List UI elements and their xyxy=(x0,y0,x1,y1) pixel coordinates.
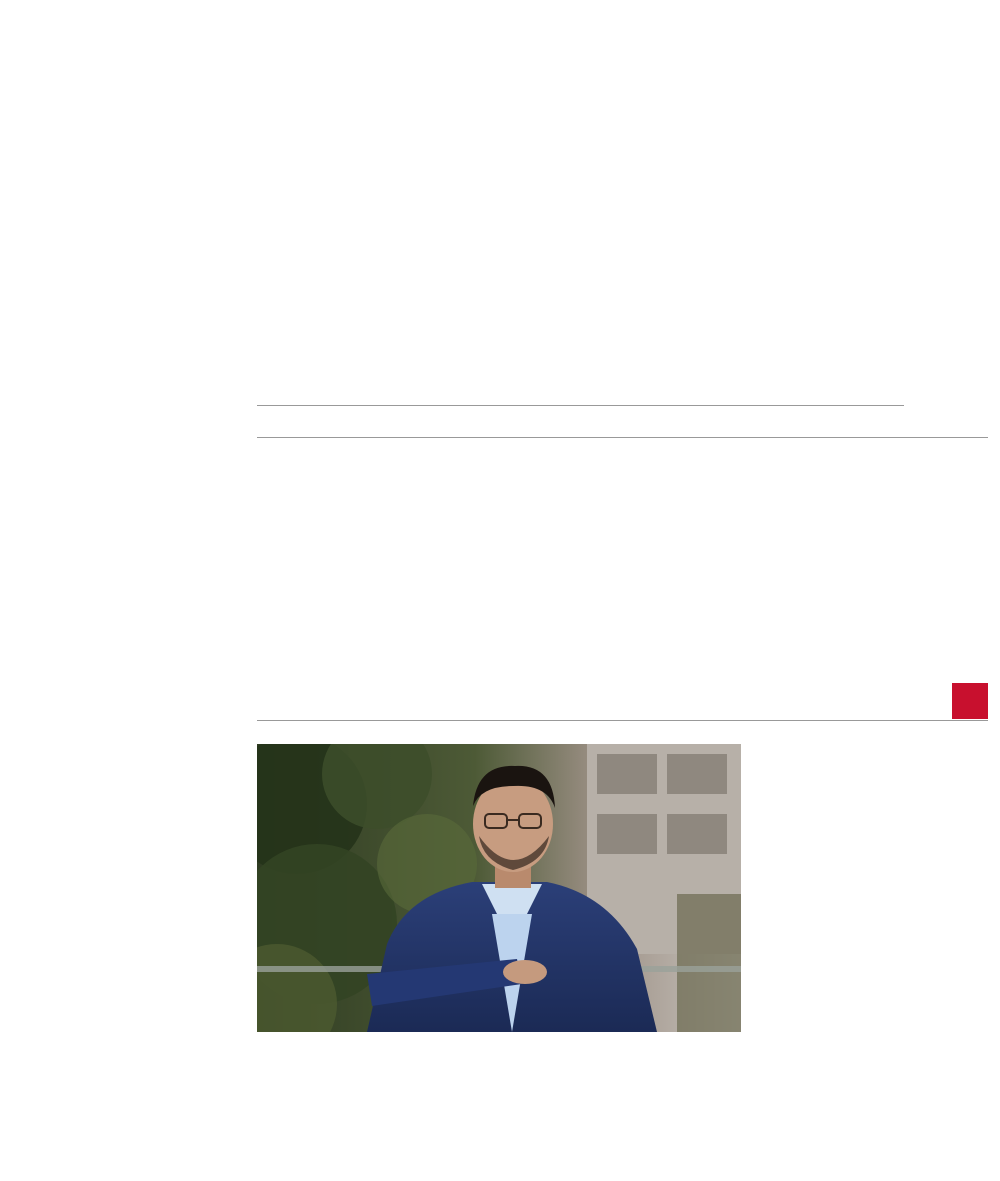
portrait-illustration xyxy=(257,744,741,1032)
portrait-photo xyxy=(257,744,741,1032)
brand-logo xyxy=(952,683,988,719)
chart-bottom-rule xyxy=(257,720,988,721)
